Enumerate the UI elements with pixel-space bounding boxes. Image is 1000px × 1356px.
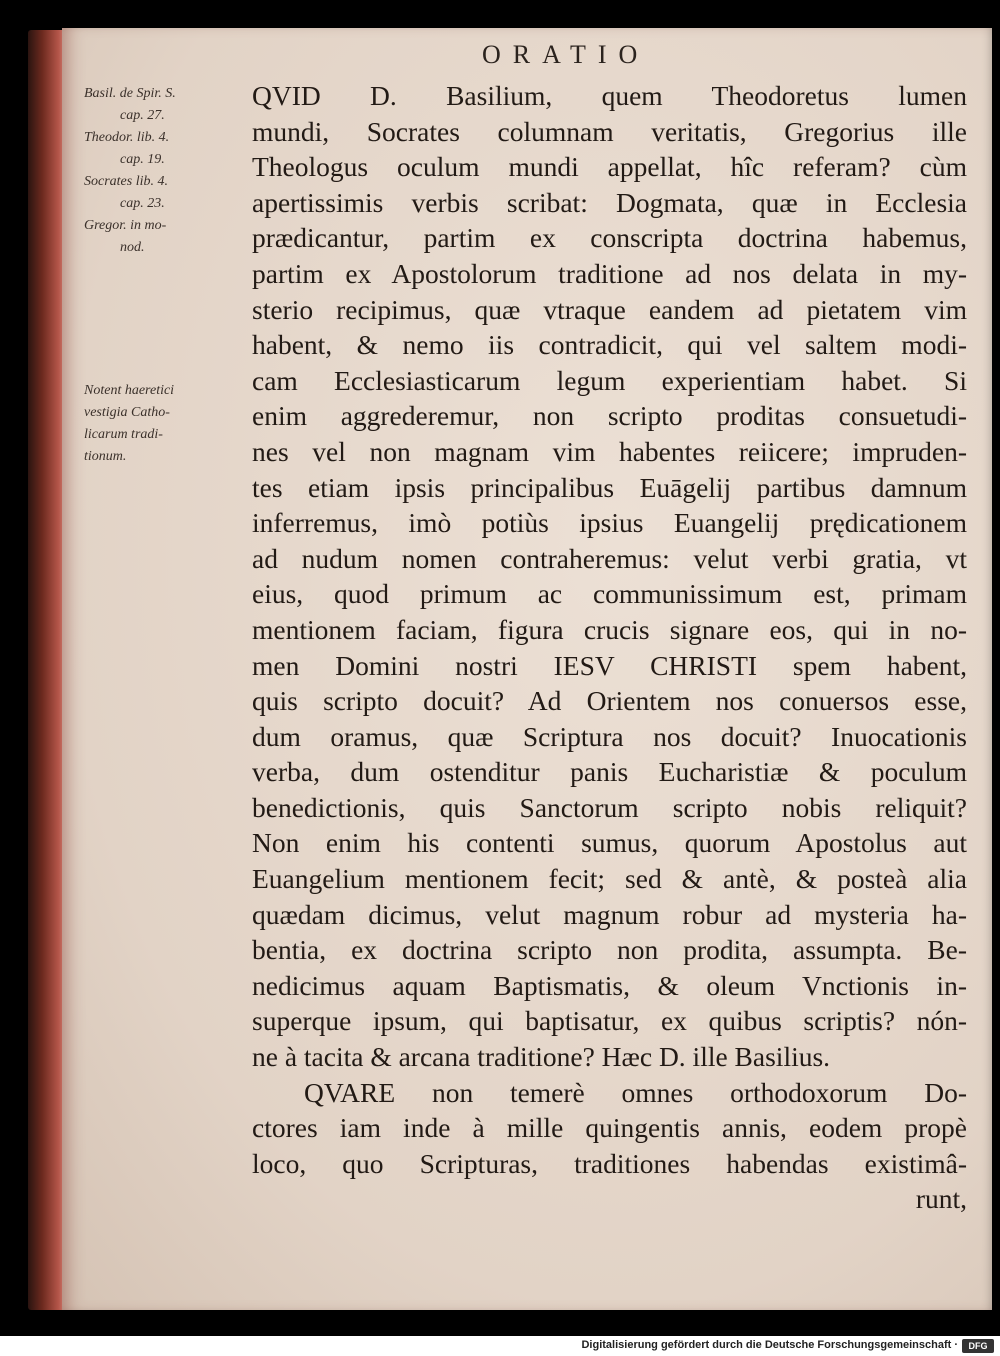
- text-line: verba, dum ostenditur panis Eucharistiæ & poculum: [252, 756, 967, 788]
- text-line: prædicantur, partim ex conscripta doctrina habemus,: [252, 222, 967, 254]
- text-line: eius, quod primum ac communissimum est, primam: [252, 578, 967, 610]
- text-line: ad nudum nomen contraheremus: velut verbi gratia, vt: [252, 542, 967, 574]
- text-line: cam Ecclesiasticarum legum experientiam habet. Si: [252, 364, 967, 396]
- marginal-note-heretics: [84, 380, 204, 468]
- text-line: men Domini nostri IESV CHRISTI spem habent,: [252, 649, 967, 681]
- text-line: Euangelium mentionem fecit; sed & antè, & posteà alia: [252, 863, 967, 895]
- text-line: ctores iam inde à mille quingentis annis, eodem propè: [252, 1112, 967, 1144]
- book-page: [62, 28, 992, 1310]
- text-line: habent, & nemo iis contradicit, qui vel saltem modi-: [252, 329, 967, 361]
- dfg-logo-icon: DFG: [962, 1339, 994, 1353]
- text-line: mundi, Socrates columnam veritatis, Gregorius ille: [252, 115, 967, 147]
- marginal-line: cap. 23.: [120, 196, 165, 211]
- catchword: runt,: [915, 1183, 967, 1215]
- main-text: [252, 78, 967, 1217]
- text-line: nes vel non magnam vim habentes reiicere; impruden-: [252, 435, 967, 467]
- marginal-line: tionum.: [84, 449, 127, 464]
- text-line: enim aggrederemur, non scripto proditas consuetudi-: [252, 400, 967, 432]
- marginal-line: licarum tradi-: [84, 427, 163, 442]
- text-line: tes etiam ipsis principalibus Euāgelij partibus damnum: [252, 471, 967, 503]
- text-line: bentia, ex doctrina scripto non prodita, assumpta. Be-: [252, 934, 967, 966]
- text-line: mentionem faciam, figura crucis signare eos, qui in no-: [252, 613, 967, 645]
- text-line: quædam dicimus, velut magnum robur ad mysteria ha-: [252, 898, 967, 930]
- text-line: benedictionis, quis Sanctorum scripto nobis reliquit?: [252, 791, 967, 823]
- book-spine: [28, 30, 64, 1310]
- funding-notice: Digitalisierung gefördert durch die Deutsche Forschungsgemeinschaft ·: [581, 1339, 958, 1351]
- marginal-line: Notent haeretici: [84, 383, 175, 398]
- marginal-line: Gregor. in mo-: [84, 218, 167, 233]
- text-line: Non enim his contenti sumus, quorum Apostolus aut: [252, 827, 967, 859]
- text-line: superque ipsum, qui baptisatur, ex quibus scriptis? nón-: [252, 1005, 967, 1037]
- text-line: dum oramus, quæ Scriptura nos docuit? Inuocationis: [252, 720, 967, 752]
- footer-bar: [0, 1336, 1000, 1356]
- marginal-line: Socrates lib. 4.: [84, 174, 168, 189]
- marginal-note-citations: [84, 83, 204, 259]
- text-line: inferremus, imò potiùs ipsius Euangelij prędicationem: [252, 507, 967, 539]
- text-line: loco, quo Scripturas, traditiones habendas existimâ-: [252, 1147, 967, 1179]
- text-line: sterio recipimus, quæ vtraque eandem ad pietatem vim: [252, 293, 967, 325]
- marginal-line: nod.: [120, 240, 145, 255]
- text-line: partim ex Apostolorum traditione ad nos delata in my-: [252, 257, 967, 289]
- text-line: nedicimus aquam Baptismatis, & oleum Vnctionis in-: [252, 969, 967, 1001]
- text-line: apertissimis verbis scribat: Dogmata, quæ in Ecclesia: [252, 186, 967, 218]
- text-line: quis scripto docuit? Ad Orientem nos conuersos esse,: [252, 685, 967, 717]
- marginal-line: Theodor. lib. 4.: [84, 130, 170, 145]
- text-line: QVARE non temerè omnes orthodoxorum Do-: [304, 1076, 967, 1108]
- marginal-line: cap. 27.: [120, 108, 165, 123]
- running-head: ORATIO: [482, 40, 650, 69]
- marginal-line: vestigia Catho-: [84, 405, 170, 420]
- text-line: ne à tacita & arcana traditione? Hæc D. ille Basilius.: [252, 1041, 831, 1073]
- marginal-line: Basil. de Spir. S.: [84, 86, 176, 101]
- text-line: QVID D. Basilium, quem Theodoretus lumen: [252, 80, 967, 111]
- text-line: Theologus oculum mundi appellat, hîc referam? cùm: [252, 151, 967, 183]
- marginal-line: cap. 19.: [120, 152, 165, 167]
